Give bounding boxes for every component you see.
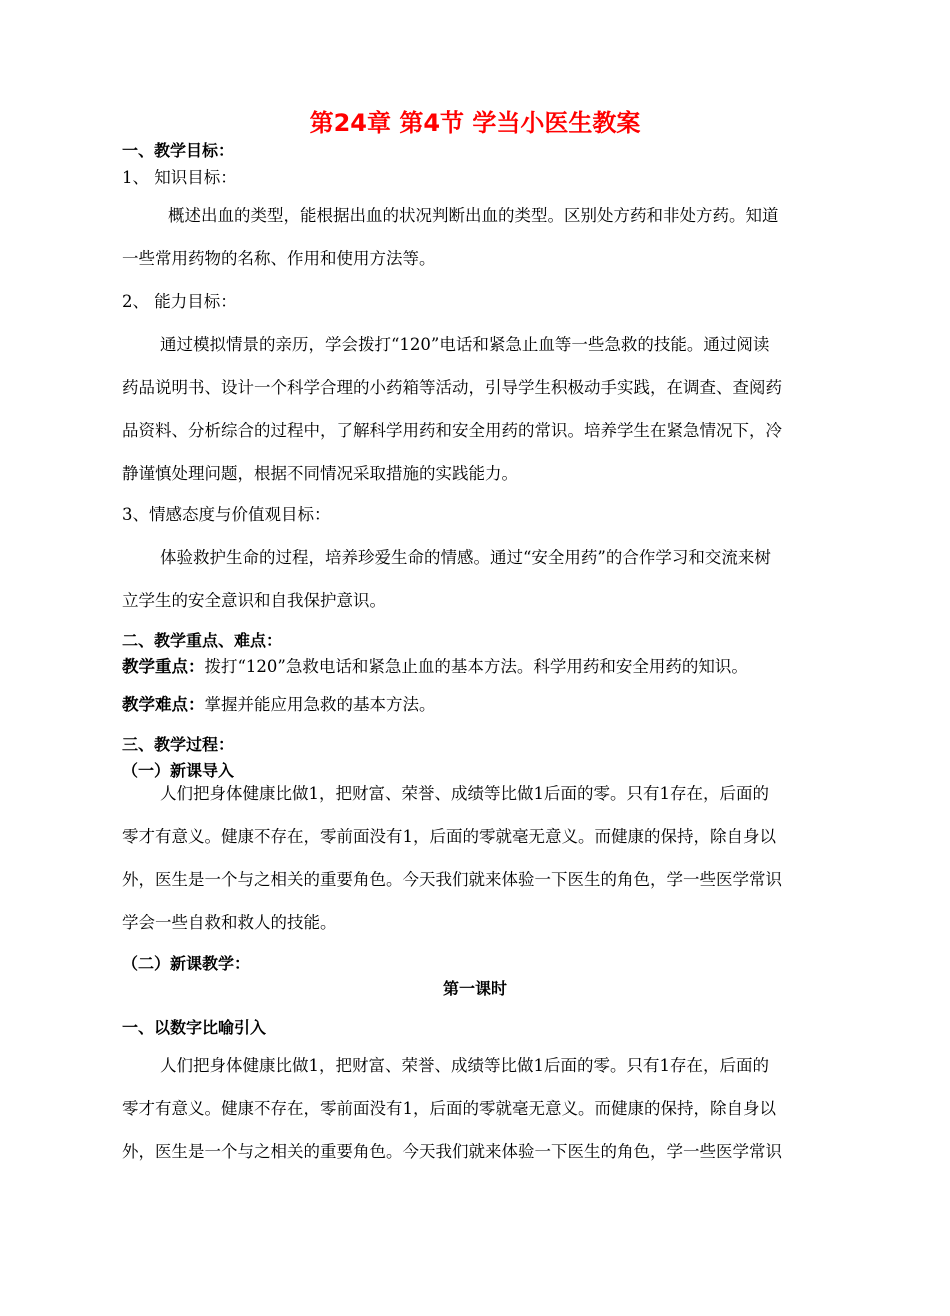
subsection-label-values: 3、情感态度与价值观目标： [122, 505, 331, 524]
key-point-label: 教学重点： [122, 657, 205, 676]
difficulty-label: 教学难点： [122, 695, 205, 714]
key-point-text: 拨打“120”急救电话和紧急止血的基本方法。科学用药和安全用药的知识。 [204, 657, 748, 676]
paragraph-line: 概述出血的类型，能根据出血的状况判断出血的类型。区别处方药和非处方药。知道 [168, 206, 779, 225]
paragraph-line: 外，医生是一个与之相关的重要角色。今天我们就来体验一下医生的角色，学一些医学常识 [122, 1142, 782, 1161]
paragraph-line: 药品说明书、设计一个科学合理的小药箱等活动，引导学生积极动手实践，在调查、查阅药 [122, 378, 782, 397]
difficulty-line [122, 694, 862, 716]
paragraph-line: 人们把身体健康比做1，把财富、荣誉、成绩等比做1后面的零。只有1存在，后面的 [160, 784, 769, 803]
paragraph-line: 外，医生是一个与之相关的重要角色。今天我们就来体验一下医生的角色，学一些医学常识 [122, 870, 782, 889]
paragraph-line: 零才有意义。健康不存在，零前面没有1，后面的零就毫无意义。而健康的保持，除自身以 [122, 827, 776, 846]
paragraph-line: 零才有意义。健康不存在，零前面没有1，后面的零就毫无意义。而健康的保持，除自身以 [122, 1099, 776, 1118]
paragraph-line: 学会一些自救和救人的技能。 [122, 913, 337, 932]
paragraph-line: 一些常用药物的名称、作用和使用方法等。 [122, 249, 436, 268]
section-heading-key-points: 二、教学重点、难点： [122, 631, 283, 650]
sub-heading-number-metaphor: 一、以数字比喻引入 [122, 1018, 267, 1037]
subsection-heading-teaching: （二）新课教学： [122, 954, 251, 973]
lesson-heading: 第一课时 [442, 979, 507, 998]
paragraph-line: 品资料、分析综合的过程中，了解科学用药和安全用药的常识。培养学生在紧急情况下，冷 [122, 421, 782, 440]
document-title: 第24章 第4节 学当小医生教案 [309, 109, 641, 137]
subsection-heading-intro: （一）新课导入 [122, 761, 235, 780]
subsection-label-ability: 2、 能力目标： [122, 292, 237, 311]
section-heading-objectives: 一、教学目标： [122, 141, 235, 160]
paragraph-line: 体验救护生命的过程，培养珍爱生命的情感。通过“安全用药”的合作学习和交流来树 [160, 548, 771, 567]
paragraph-line: 静谨慎处理问题，根据不同情况采取措施的实践能力。 [122, 464, 518, 483]
paragraph-line: 立学生的安全意识和自我保护意识。 [122, 591, 386, 610]
paragraph-line: 人们把身体健康比做1，把财富、荣誉、成绩等比做1后面的零。只有1存在，后面的 [160, 1056, 769, 1075]
key-point-line [122, 656, 862, 678]
paragraph-line: 通过模拟情景的亲历，学会拨打“120”电话和紧急止血等一些急救的技能。通过阅读 [160, 335, 770, 354]
difficulty-text: 掌握并能应用急救的基本方法。 [204, 695, 436, 714]
subsection-label-knowledge: 1、 知识目标： [122, 168, 237, 187]
section-heading-process: 三、教学过程： [122, 735, 235, 754]
